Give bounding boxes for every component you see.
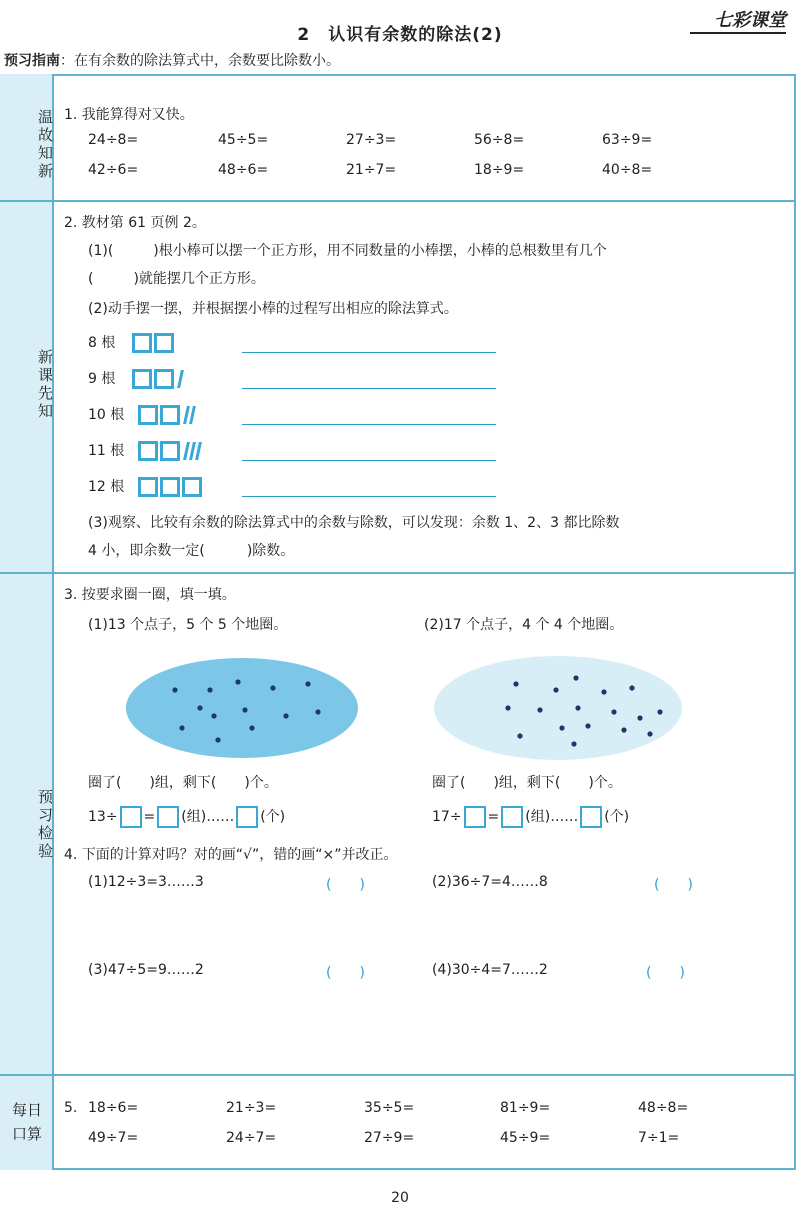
- q3-right-equation: 17÷ = (组)…… (个): [432, 806, 629, 828]
- q3-left-prompt: (1)13 个点子，5 个 5 个地圈。: [88, 617, 288, 633]
- section-label-new: 新课先知: [36, 349, 54, 421]
- guide-text: 在有余数的除法算式中，余数要比除数小。: [74, 53, 340, 69]
- square-icon: [160, 477, 180, 497]
- dot: [629, 685, 634, 690]
- check-mark-blank[interactable]: ( ): [326, 877, 365, 893]
- q3-right-prompt: (2)17 个点子，4 个 4 个地圈。: [424, 617, 624, 633]
- section-divider: [0, 572, 796, 574]
- answer-box[interactable]: [501, 806, 523, 828]
- section-label-check: 预习检验: [36, 789, 54, 861]
- stick-row-10: 10 根: [88, 404, 194, 425]
- q2-part3-line2: 4 小，即余数一定( )除数。: [88, 540, 294, 560]
- q5-item: 24÷7=: [226, 1130, 277, 1146]
- section-label-daily: [0, 1098, 54, 1146]
- dot: [513, 681, 518, 686]
- square-icon: [132, 369, 152, 389]
- section-label-review: 温故知新: [36, 109, 54, 181]
- answer-blank[interactable]: [93, 268, 133, 288]
- stick-row-9: 9 根: [88, 368, 182, 389]
- section-divider: [0, 200, 796, 202]
- square-icon: [154, 333, 174, 353]
- dot: [197, 705, 202, 710]
- square-icon: [138, 405, 158, 425]
- check-mark-blank[interactable]: ( ): [326, 965, 365, 981]
- dot: [573, 675, 578, 680]
- answer-box[interactable]: [120, 806, 142, 828]
- dot-ovals: [120, 648, 710, 768]
- dot: [657, 709, 662, 714]
- q1-item: 18÷9=: [474, 162, 525, 178]
- square-icon: [132, 333, 152, 353]
- dot: [305, 681, 310, 686]
- dot: [647, 731, 652, 736]
- answer-box[interactable]: [580, 806, 602, 828]
- dot: [611, 709, 616, 714]
- q3-left-fill[interactable]: 圈了( )组，剩下( )个。: [88, 775, 278, 791]
- dot: [215, 737, 220, 742]
- q1-item: 48÷6=: [218, 162, 269, 178]
- q5-title: 5.: [64, 1100, 78, 1116]
- answer-blank[interactable]: [205, 540, 247, 560]
- dot: [179, 725, 184, 730]
- q2-part1-line1: (1)( )根小棒可以摆一个正方形，用不同数量的小棒摆，小棒的总根数里有几个: [88, 240, 607, 260]
- dot: [575, 705, 580, 710]
- q1-title: 1. 我能算得对又快。: [64, 107, 194, 123]
- dot: [553, 687, 558, 692]
- q1-item: 45÷5=: [218, 132, 269, 148]
- dot: [601, 689, 606, 694]
- q4-item: (2)36÷7=4……8: [432, 874, 548, 890]
- q5-item: 49÷7=: [88, 1130, 139, 1146]
- answer-line[interactable]: [242, 424, 496, 425]
- q1-item: 40÷8=: [602, 162, 653, 178]
- stick-row-11: 11 根: [88, 440, 200, 461]
- check-mark-blank[interactable]: ( ): [654, 877, 693, 893]
- left-oval[interactable]: [126, 658, 358, 758]
- section-sidebar: [0, 74, 54, 1170]
- right-oval[interactable]: [434, 656, 682, 760]
- dot: [270, 685, 275, 690]
- page-title: 2 认识有余数的除法(2): [297, 25, 503, 45]
- dot: [235, 679, 240, 684]
- answer-box[interactable]: [236, 806, 258, 828]
- answer-line[interactable]: [242, 388, 496, 389]
- preview-guide: 预习指南：在有余数的除法算式中，余数要比除数小。: [4, 53, 340, 69]
- answer-line[interactable]: [242, 352, 496, 353]
- dot: [505, 705, 510, 710]
- q2-part3-line1: (3)观察、比较有余数的除法算式中的余数与除数，可以发现：余数 1、2、3 都比除数: [88, 515, 620, 531]
- q2-part2: (2)动手摆一摆，并根据摆小棒的过程写出相应的除法算式。: [88, 301, 458, 317]
- q4-item: (3)47÷5=9……2: [88, 962, 204, 978]
- q4-title: 4. 下面的计算对吗？对的画“√”，错的画“×”并改正。: [64, 847, 398, 863]
- stick-row-12: 12 根: [88, 476, 204, 497]
- q2-title: 2. 教材第 61 页例 2。: [64, 215, 206, 231]
- dot: [637, 715, 642, 720]
- q3-left-equation: 13÷ = (组)…… (个): [88, 806, 285, 828]
- dot: [537, 707, 542, 712]
- dot: [207, 687, 212, 692]
- q2-part1-line2: ( )就能摆几个正方形。: [88, 268, 265, 288]
- brand-logo: 七彩课堂: [714, 10, 786, 31]
- q5-item: 81÷9=: [500, 1100, 551, 1116]
- square-icon: [154, 369, 174, 389]
- dot: [585, 723, 590, 728]
- q5-item: 21÷3=: [226, 1100, 277, 1116]
- q1-item: 24÷8=: [88, 132, 139, 148]
- dot: [283, 713, 288, 718]
- dot: [249, 725, 254, 730]
- square-icon: [160, 405, 180, 425]
- answer-box[interactable]: [464, 806, 486, 828]
- square-icon: [182, 477, 202, 497]
- square-icon: [138, 441, 158, 461]
- q1-item: 27÷3=: [346, 132, 397, 148]
- dot: [621, 727, 626, 732]
- q5-item: 35÷5=: [364, 1100, 415, 1116]
- q4-item: (4)30÷4=7……2: [432, 962, 548, 978]
- q1-item: 42÷6=: [88, 162, 139, 178]
- answer-line[interactable]: [242, 496, 496, 497]
- q4-item: (1)12÷3=3……3: [88, 874, 204, 890]
- q5-item: 18÷6=: [88, 1100, 139, 1116]
- dot: [559, 725, 564, 730]
- check-mark-blank[interactable]: ( ): [646, 965, 685, 981]
- section-divider: [0, 1074, 796, 1076]
- dot: [315, 709, 320, 714]
- dot: [172, 687, 177, 692]
- guide-label: 预习指南: [4, 53, 60, 69]
- q5-item: 7÷1=: [638, 1130, 680, 1146]
- stick-row-8: 8 根: [88, 332, 176, 353]
- dot: [242, 707, 247, 712]
- page-number: 20: [391, 1190, 409, 1206]
- answer-line[interactable]: [242, 460, 496, 461]
- q1-item: 63÷9=: [602, 132, 653, 148]
- q1-item: 21÷7=: [346, 162, 397, 178]
- q1-item: 56÷8=: [474, 132, 525, 148]
- q3-title: 3. 按要求圈一圈，填一填。: [64, 587, 236, 603]
- q5-item: 27÷9=: [364, 1130, 415, 1146]
- brand-underline: [690, 32, 786, 34]
- dot: [517, 733, 522, 738]
- dot: [211, 713, 216, 718]
- dot: [571, 741, 576, 746]
- q5-item: 48÷8=: [638, 1100, 689, 1116]
- q3-right-fill[interactable]: 圈了( )组，剩下( )个。: [432, 775, 622, 791]
- q5-item: 45÷9=: [500, 1130, 551, 1146]
- answer-blank[interactable]: [113, 240, 153, 260]
- daily-label-text: 每日口算: [12, 1101, 43, 1143]
- answer-box[interactable]: [157, 806, 179, 828]
- square-icon: [160, 441, 180, 461]
- square-icon: [138, 477, 158, 497]
